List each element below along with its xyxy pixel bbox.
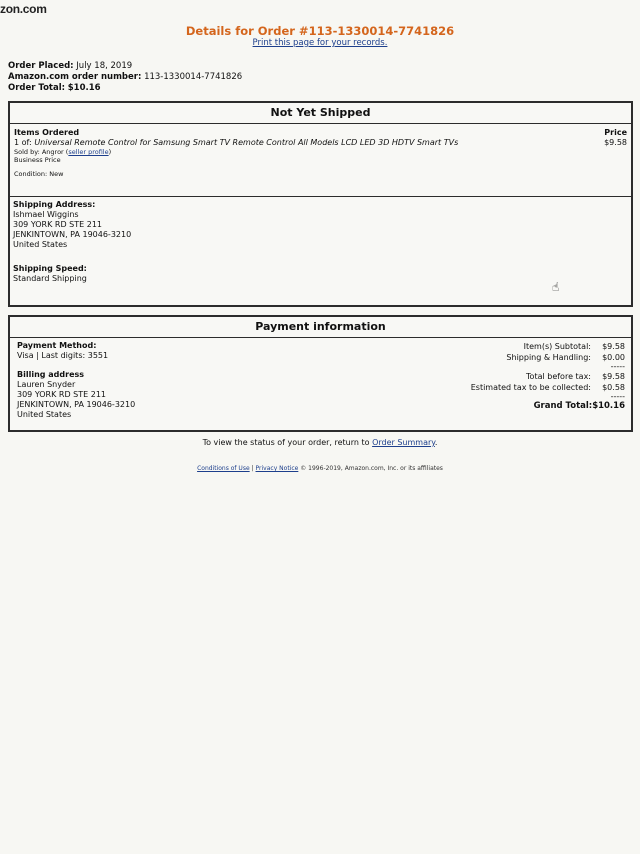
divider: -----	[610, 362, 625, 371]
divider: -----	[610, 392, 625, 401]
payment-totals	[471, 341, 625, 412]
order-summary-link[interactable]: Order Summary	[372, 438, 435, 447]
order-number-value: 113-1330014-7741826	[144, 72, 243, 82]
price-column	[604, 128, 627, 148]
tax-label: Estimated tax to be collected:	[470, 383, 591, 392]
tax-value: $0.58	[602, 383, 625, 392]
grand-total-label: Grand Total:	[533, 401, 593, 411]
subtotal-label: Item(s) Subtotal:	[523, 342, 591, 351]
billing-address-label: Billing address	[17, 370, 85, 379]
shipping-address-label: Shipping Address:	[13, 200, 96, 209]
footer-separator: |	[251, 465, 254, 472]
item-condition: Condition: New	[14, 170, 64, 178]
subtotal-value: $9.58	[602, 342, 625, 351]
before-tax-label: Total before tax:	[526, 372, 591, 381]
seller-profile-link[interactable]: seller profile	[68, 148, 109, 156]
amazon-logo: zon.com	[0, 2, 47, 16]
payment-left	[17, 341, 135, 420]
order-number-label: Amazon.com order number:	[8, 72, 142, 82]
shipment-status-header: Not Yet Shipped	[10, 103, 631, 124]
order-summary-meta	[8, 61, 242, 94]
billing-line: JENKINTOWN, PA 19046-3210	[17, 400, 136, 409]
shipping-address-section	[10, 196, 631, 287]
item-line	[14, 138, 627, 148]
address-line: JENKINTOWN, PA 19046-3210	[13, 230, 132, 239]
order-placed-value: July 18, 2019	[76, 61, 133, 71]
price-label: Price	[604, 128, 627, 137]
order-total-value: $10.16	[67, 83, 101, 93]
payment-info-header: Payment information	[10, 317, 631, 338]
address-line: 309 YORK RD STE 211	[13, 220, 102, 229]
item-name: Universal Remote Control for Samsung Smart TV Remote Control All Models LCD LED 3D HDTV Smart TVs	[34, 138, 459, 147]
payment-method-value: Visa | Last digits: 3551	[17, 351, 109, 360]
status-prefix: To view the status of your order, return to	[202, 438, 370, 447]
order-placed-label: Order Placed:	[8, 61, 74, 71]
footer	[0, 465, 640, 472]
copyright: © 1996-2019, Amazon.com, Inc. or its affiliates	[300, 465, 443, 472]
page-title: Details for Order #113-1330014-7741826	[185, 24, 455, 38]
before-tax-value: $9.58	[602, 372, 625, 381]
item-qty: 1 of:	[14, 138, 32, 147]
item-price: $9.58	[604, 138, 627, 147]
sold-by-line: Sold by: Angror (seller profile)	[14, 148, 112, 156]
shipping-value: $0.00	[602, 353, 625, 362]
print-page-link[interactable]: Print this page for your records.	[252, 38, 388, 48]
billing-line: 309 YORK RD STE 211	[17, 390, 106, 399]
address-line: Ishmael Wiggins	[13, 210, 79, 219]
conditions-of-use-link[interactable]: Conditions of Use	[197, 465, 250, 472]
items-ordered-label: Items Ordered	[14, 128, 80, 137]
shipping-speed-label: Shipping Speed:	[13, 264, 87, 273]
status-suffix: .	[434, 438, 438, 447]
mouse-pointer-icon: ☝	[552, 280, 560, 294]
payment-box	[8, 315, 633, 432]
grand-total-value: $10.16	[592, 401, 625, 411]
privacy-notice-link[interactable]: Privacy Notice	[255, 465, 299, 472]
items-ordered-section	[10, 124, 631, 196]
shipping-label: Shipping & Handling:	[506, 353, 591, 362]
payment-method-label: Payment Method:	[17, 341, 97, 350]
billing-line: United States	[17, 410, 72, 419]
shipping-speed-value: Standard Shipping	[13, 274, 87, 283]
shipment-box	[8, 101, 633, 307]
business-price: Business Price	[14, 156, 61, 164]
address-line: United States	[13, 240, 68, 249]
order-total-label: Order Total:	[8, 83, 66, 93]
sold-by: Sold by: Angror	[14, 148, 64, 156]
billing-line: Lauren Snyder	[17, 380, 76, 389]
order-status-line	[0, 438, 640, 447]
